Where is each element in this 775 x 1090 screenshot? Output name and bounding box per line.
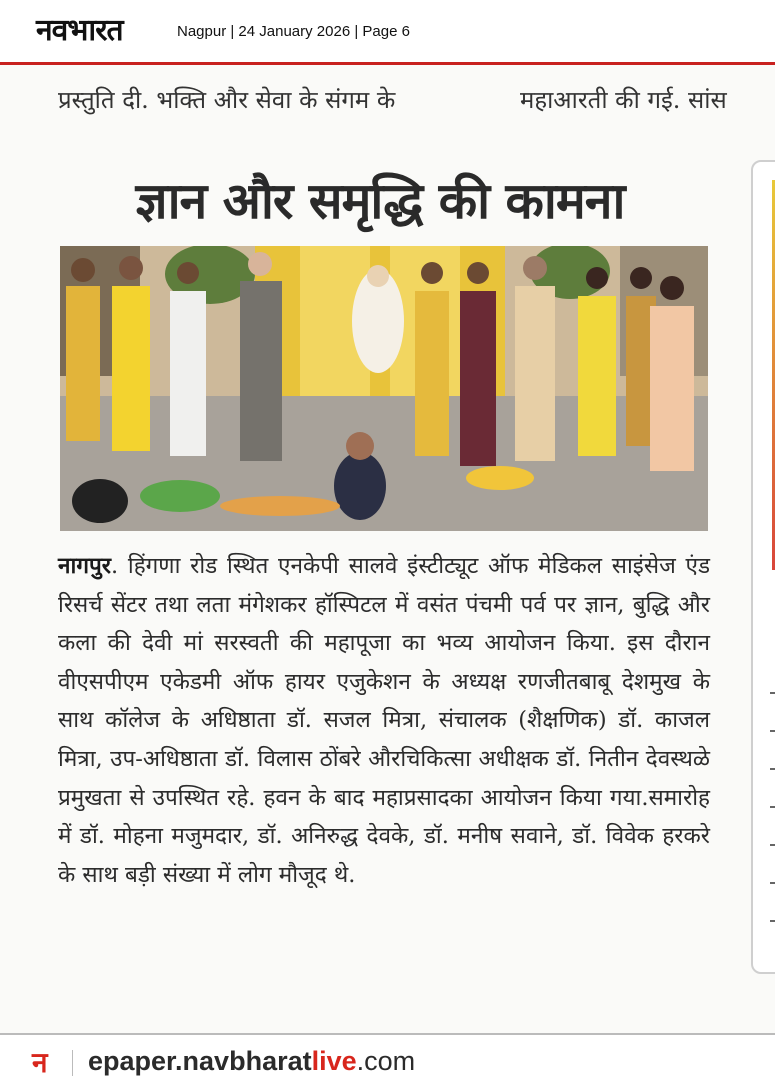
- text-fragment-mark: [770, 692, 775, 694]
- news-clipping: [0, 65, 775, 1033]
- url-tld: .com: [356, 1046, 416, 1076]
- adjacent-article-edge: [751, 160, 775, 974]
- text-fragment-mark: [770, 806, 775, 808]
- navbharat-logo-icon: न: [32, 1046, 48, 1079]
- article-dateline: नागपुर: [58, 553, 111, 579]
- newspaper-logo: नवभारत: [36, 13, 123, 48]
- footer-bar: [0, 1033, 775, 1090]
- text-fragment-mark: [770, 882, 775, 884]
- text-fragment-mark: [770, 768, 775, 770]
- url-accent: live: [311, 1046, 357, 1076]
- article-photo: [60, 246, 708, 531]
- masthead: [0, 0, 775, 65]
- article-body: [58, 547, 710, 894]
- text-fragment-mark: [770, 730, 775, 732]
- previous-column-text-left: प्रस्तुति दी. भक्ति और सेवा के संगम के: [58, 86, 396, 114]
- article-headline: ज्ञान और समृद्धि की कामना: [135, 172, 625, 230]
- article-body-text: . हिंगणा रोड स्थित एनकेपी सालवे इंस्टीट्यूट ऑफ मेडिकल साइंसेज एंड रिसर्च सेंटर तथा लता मंगेशकर हॉस्पिटल में वसंत पंचमी पर्व पर ज्ञान, बुद्धि और कला की देवी मां सरस्वती की महापूजा का भव्य आयोजन किया. इस दौरान वीएसपीएम एकेडमी ऑफ हायर एजुकेशन के अध्यक्ष रणजीतबाबू देशमुख के साथ कॉलेज के अधिष्ठाता डॉ. सजल मित्रा, संचालक (शैक्षणिक) डॉ. काजल मित्रा, उप-अधिष्ठाता डॉ. विलास ठोंबरे औरचिकित्सा अधीक्षक डॉ. नितीन देवस्थळे प्रमुखता से उपस्थित रहे. हवन के बाद महाप्रसादका आयोजन किया गया.समारोह में डॉ. मोहना मजुमदार, डॉ. अनिरुद्ध देवके, डॉ. मनीष सवाने, डॉ. विवेक हरकरे के साथ बड़ी संख्या में लोग मौजूद थे.: [58, 553, 710, 888]
- previous-column-text-right: महाआरती की गई. सांस: [520, 86, 727, 114]
- url-domain: epaper.navbharat: [88, 1046, 312, 1076]
- text-fragment-mark: [770, 920, 775, 922]
- edition-info: Nagpur | 24 January 2026 | Page 6: [177, 23, 410, 40]
- footer-divider: [72, 1050, 73, 1076]
- epaper-link[interactable]: [88, 1046, 415, 1077]
- event-photo-illustration: [60, 246, 708, 531]
- text-fragment-mark: [770, 844, 775, 846]
